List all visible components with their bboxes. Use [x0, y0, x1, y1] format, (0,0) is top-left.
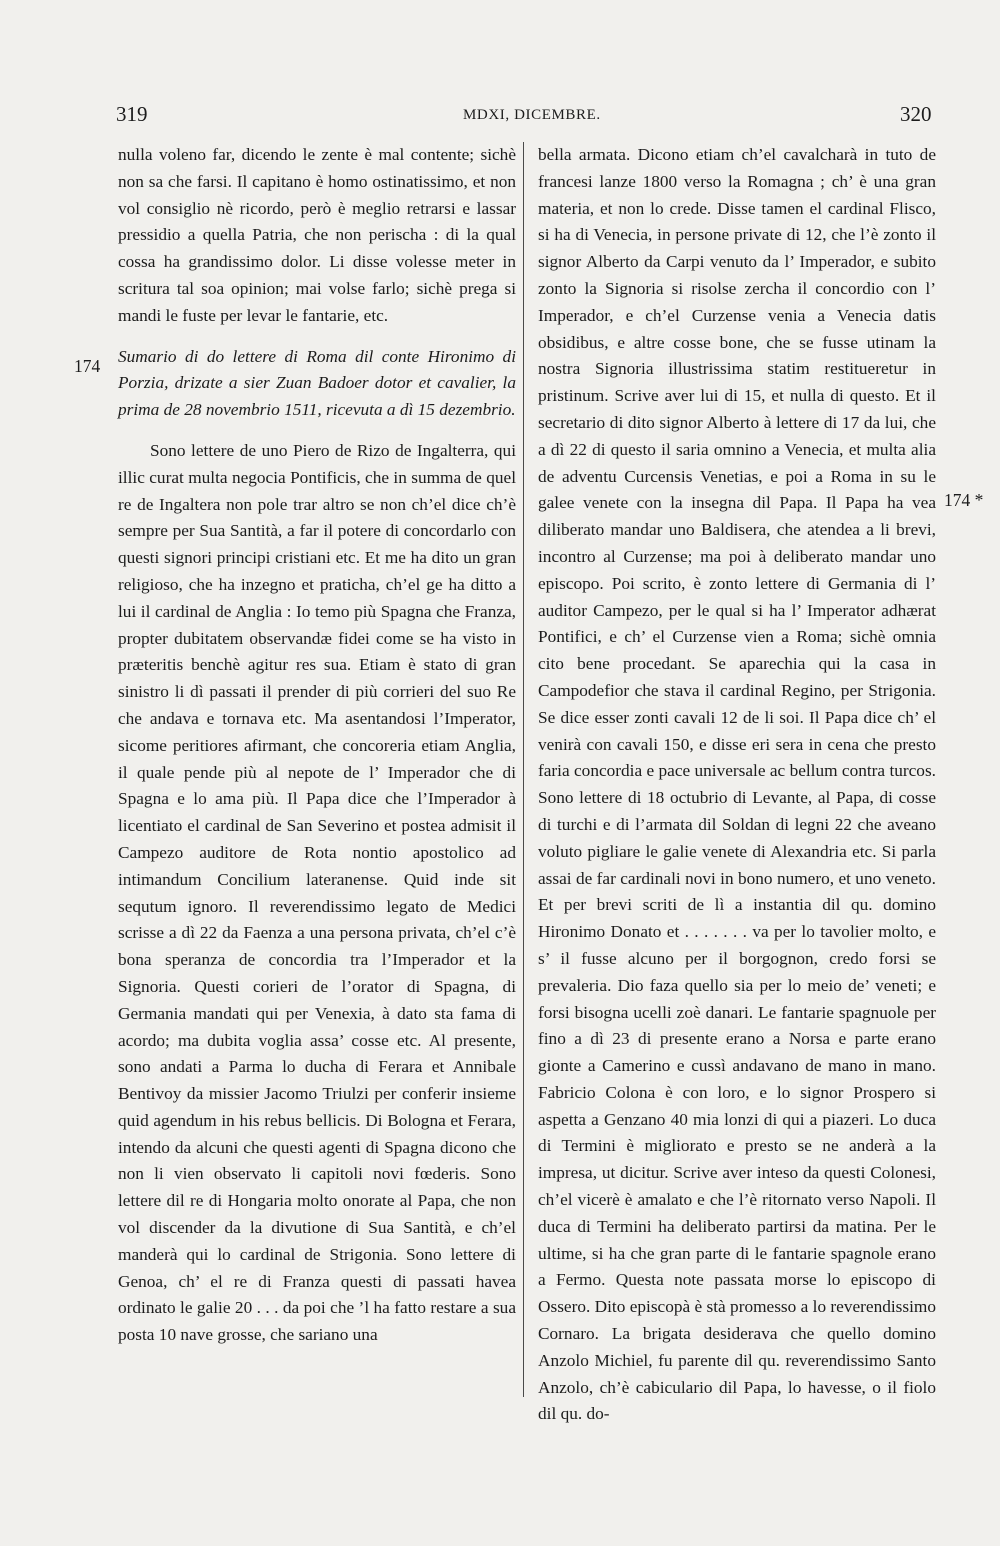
- column-divider: [523, 142, 524, 1397]
- summary-heading: Sumario di do lettere di Roma dil conte Hironimo di Porzia, drizate a sier Zuan Badoer dotor et cavalier, la prima de 28 novembrio 1511, ricevuta a dì 15 dezembrio.: [118, 346, 516, 420]
- running-title: MDXI, DICEMBRE.: [463, 107, 601, 123]
- page-number-right: 320: [900, 102, 932, 126]
- margin-note-left: 174: [74, 356, 101, 376]
- page-number-left: 319: [116, 102, 148, 126]
- left-column: [118, 142, 516, 1349]
- page-header: [0, 100, 1000, 130]
- left-paragraph-continued: nulla voleno far, dicendo le zente è mal contente; sichè non sa che farsi. Il capitano è homo ostinatissimo, et non vol consiglio nè ricordo, però è meglio retrarsi e lassar pressidio a quella Patria, che non perischa : di la qual cossa ha grandissimo dolor. Li disse volesse meter in scritura tal soa opinion; mai volse farlo; sichè prega si mandi le fuste per levar le fantarie, etc.: [118, 145, 516, 325]
- right-column: [538, 142, 936, 1428]
- letter-body-paragraph: Sono lettere de uno Piero de Rizo de Ingalterra, qui illic curat multa negocia Pontificis, che in summa de quel re de Ingaltera non pole trar altro se non ch’el dice ch’è sempre per Sua Santità, a far il potere di concordarlo con questi signori principi cristiani etc. Et me ha dito un gran religioso, che ha inzegno et praticha, ch’el ge ha ditto a lui il cardinal de Anglia : Io temo più Spagna che Franza, propter dubitatem observandæ fidei come se ha visto in præteritis benchè agitur res sua. Etiam è stato di gran sinistro li dì passati il prender di più corrieri del suo Re che andava e tornava etc. Ma asentandosi l’Imperator, sicome peritiores afirmant, che concoreria etiam Anglia, il quale pende più al nepote de l’ Imperador che di Spagna e lo ama più. Il Papa dice che l’Imperador à licentiato el cardinal de San Severino et postea admisit il Campezo auditore de Rota nontio apostolico ad intimandum Concilium lateranense. Quid inde sit sequtum ignoro. Il reverendissimo legato de Medici scrisse a dì 22 da Faenza a una persona privata, ch’el c’è bona speranza de concordia tra l’Imperador et la Signoria. Questi corieri de l’orator di Spagna, di Germania mandati qui per Venexia, à dato sta fama di acordo; ma dubita voglia assa’ cosse etc. Al presente, sono andati a Parma lo ducha di Ferara et Annibale Bentivoy da missier Jacomo Triulzi per conferir insieme quid agendum in his rebus bellicis. Di Bologna et Ferara, intendo da alcuni che questi agenti di Spagna dicono che non li vien observato li capitoli novi fœderis. Sono lettere dil re di Hongaria molto onorate al Papa, che non vol discender da la divutione di Sua Santità, e ch’el manderà qui lo cardinal de Strigonia. Sono lettere di Genoa, ch’ el re di Franza questi di passati havea ordinato le galie 20 . . . da poi che ’l ha fatto restare a sua posta 10 nave grosse, che sariano una: [118, 440, 516, 1345]
- right-column-text: bella armata. Dicono etiam ch’el cavalcharà in tuto de francesi lanze 1800 verso la Romagna ; ch’ è una gran materia, et non lo crede. Disse tamen el cardinal Flisco, si ha di Venecia, in persone private di 12, che l’è zonto il signor Alberto da Carpi venuto da l’ Imperador, e subito zonto la Signoria si risolse zercha il concordio con l’ Imperador, e ch’el Curzense venia a Venecia datis obsidibus, e altre cosse bone, che se fusse utinam la nostra Signoria illustrissima statim restitueretur in pristinum. Scrive aver lui di 15, et nulla di questo. Et il secretario di dito signor Alberto à lettere di 17 da lui, che a dì 22 di questo il saria omnino a Venecia, et multa alia de adventu Curcensis Venetias, e poi a Roma in su le galee venete con la insegna dil Papa. Il Papa ha vea diliberato mandar uno Baldisera, che atendea a li brevi, incontro al Curzense; ma poi à deliberato mandar uno episcopo. Poi scrito, è zonto lettere di Germania di l’ auditor Campezo, per le qual si ha l’ Imperator adhærat Pontifici, e ch’ el Curzense vien a Roma; sichè omnia cito bene procedant. Se aparechia qui la casa in Campodefior che stava il cardinal Regino, per Strigonia. Se dice esser zonti cavali 12 de li soi. Il Papa dice ch’ el venirà con cavali 150, e disse eri sera in cena che presto faria concordia e pace universale ac bellum contra turcos. Sono lettere di 18 octubrio di Levante, al Papa, di cosse di turchi e di l’armata dil Soldan di legni 22 che aveano voluto pigliare le galie venete di Alexandria etc. Si parla assai de far cardinali novi in bono numero, et uno veneto. Et per brevi scriti de lì a instantia dil qu. domino Hironimo Donato et . . . . . . . va per lo tavolier molto, e s’ il fusse alcuno per il borgognon, credo forsi se prevaleria. Dio faza quello sia per lo meio de’ veneti; e forsi bisogna ucelli zoè danari. Le fantarie spagnuole per fino a dì 23 di presente erano a Norsa e parte erano gionte a Camerino e cussì andavano de mano in mano. Fabricio Colona è con loro, e lo signor Prospero si aspetta a Genzano 40 mia lonzi di qui a piazeri. Lo duca di Termini è migliorato e presto se ne anderà a la impresa, ut dicitur. Scrive aver inteso da questi Colonesi, ch’el vicerè è amalato e che l’è ritornato verso Napoli. Il duca di Termini ha deliberato partirsi da matina. Per le ultime, si ha che gran parte di le fantarie spagnole erano a Fermo. Questa note passata morse lo episcopo di Ossero. Dito episcopà è stà promesso a lo reverendissimo Cornaro. La brigata desiderava che quello domino Anzolo Michiel, fu parente dil qu. reverendissimo Santo Anzolo, ch’è cabiculario dil Papa, lo havesse, o il fiolo dil qu. do-: [538, 145, 936, 1424]
- margin-note-right: 174 *: [944, 490, 984, 510]
